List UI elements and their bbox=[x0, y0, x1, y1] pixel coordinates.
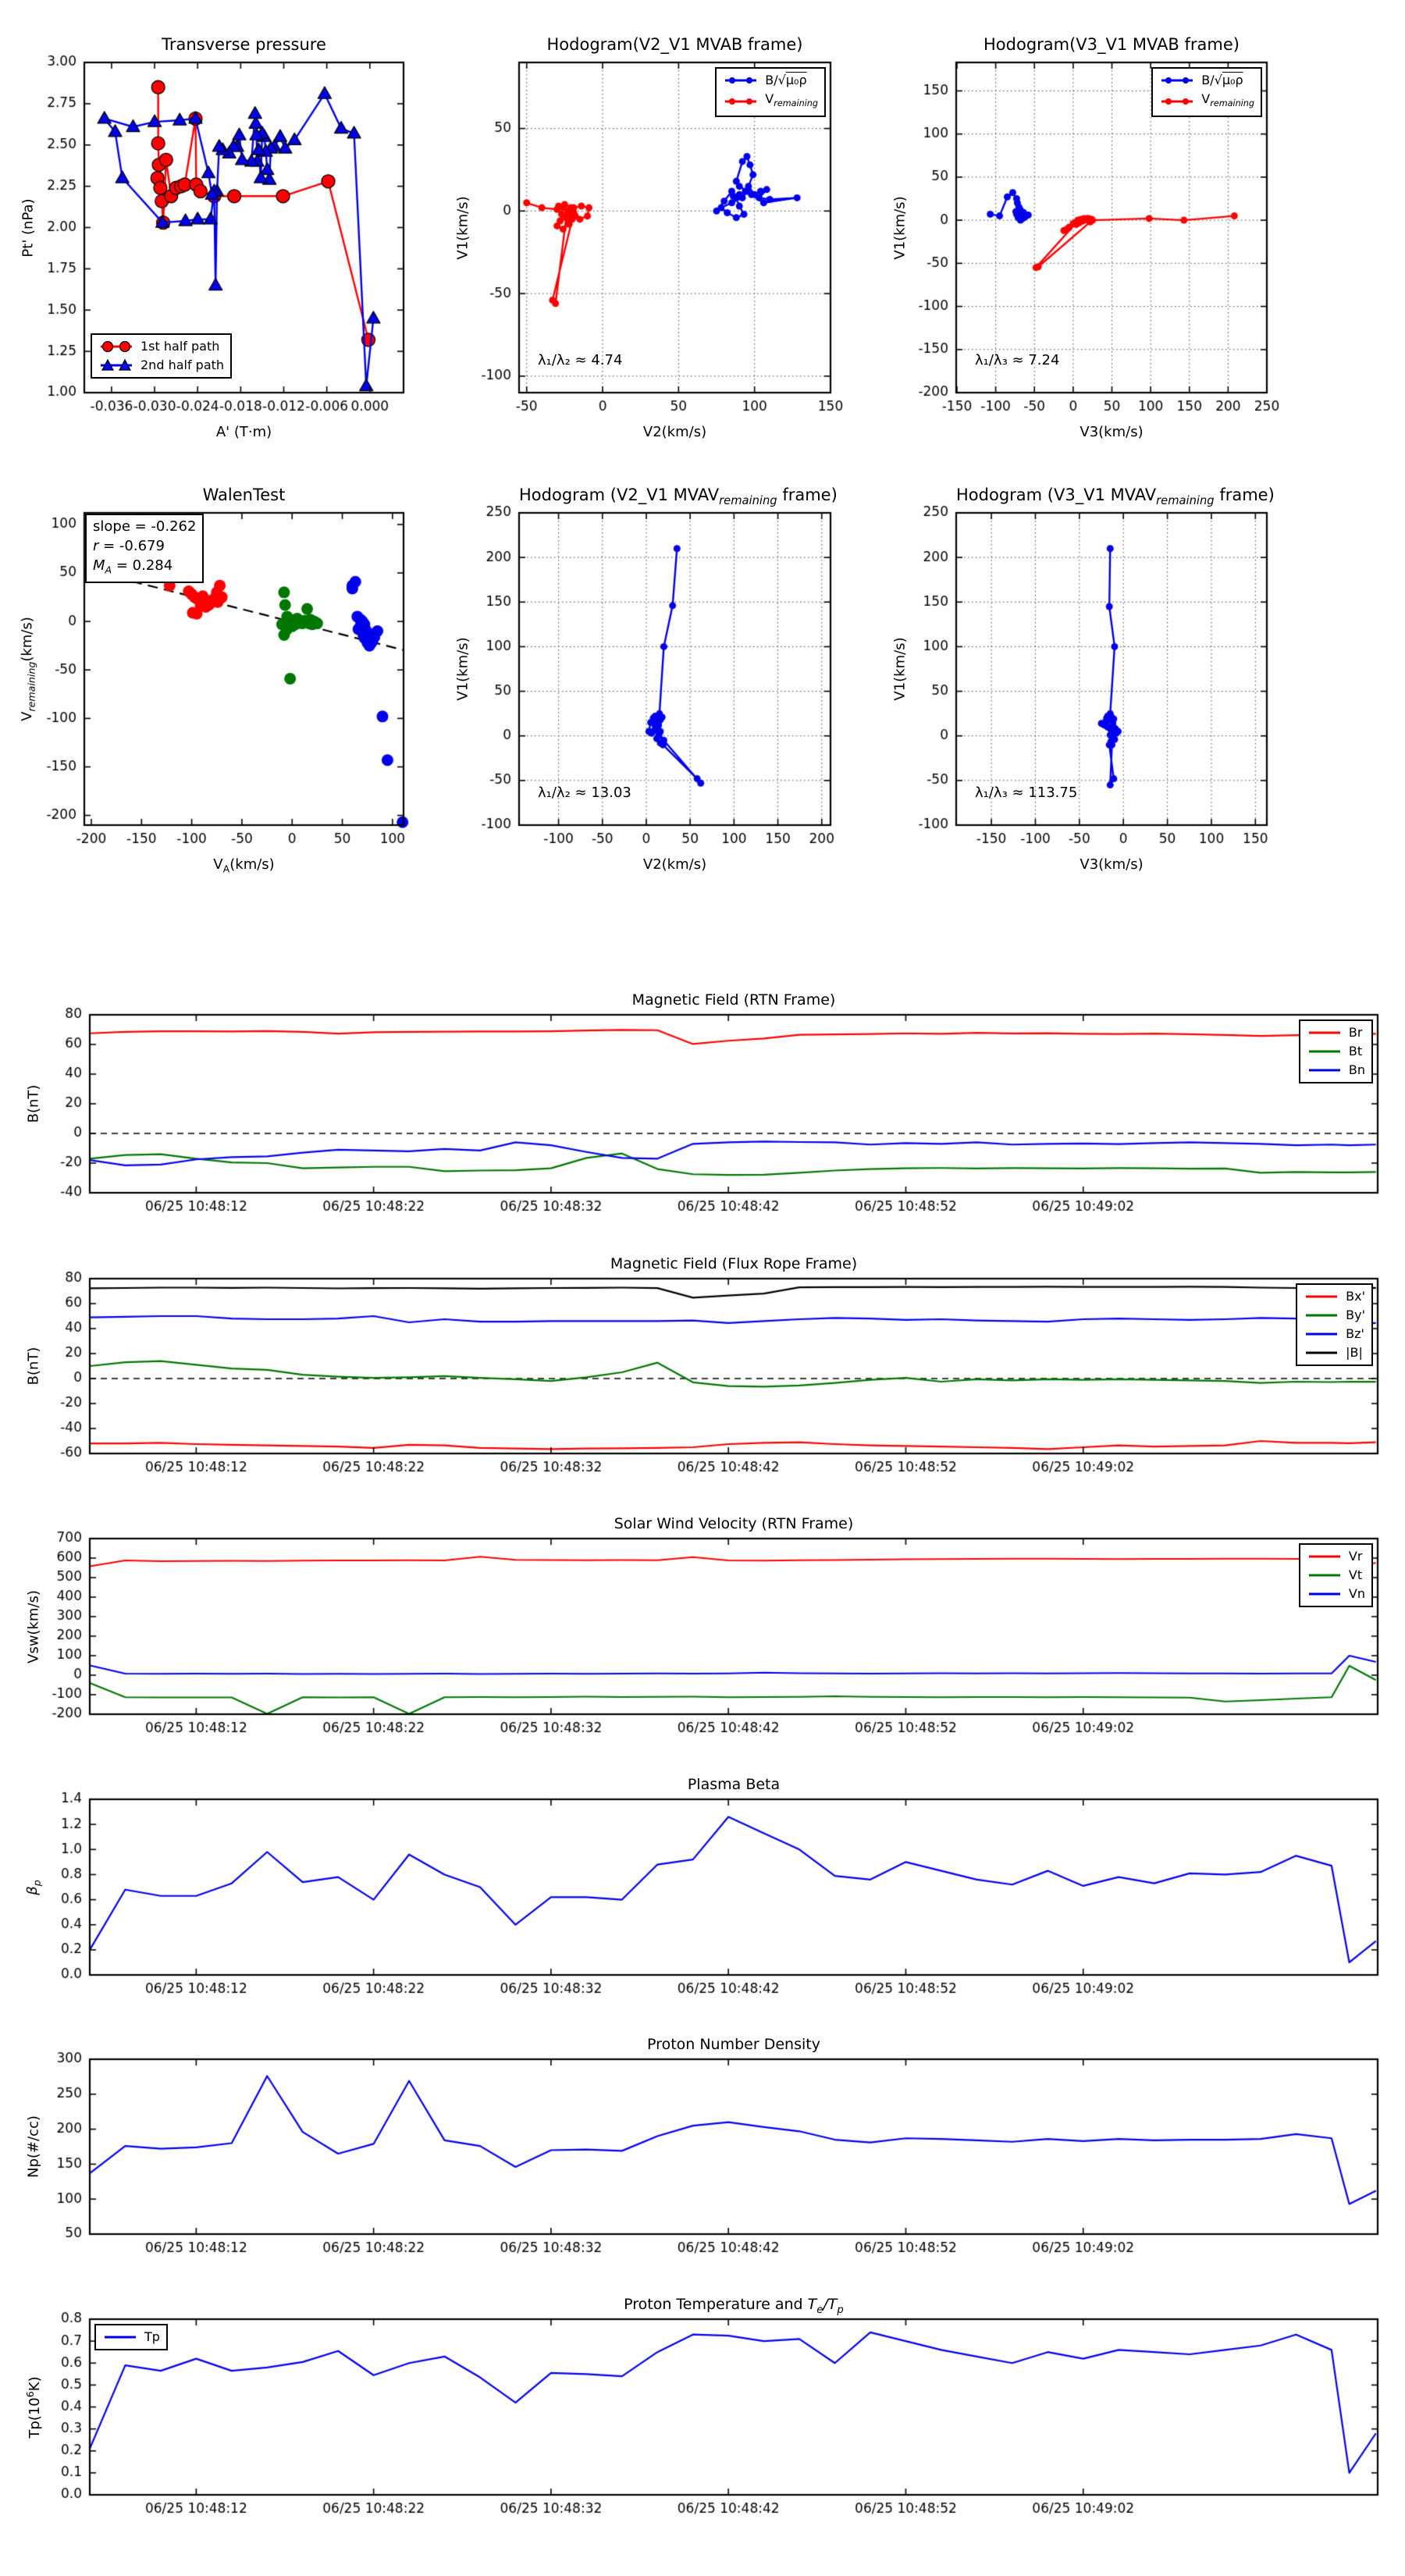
hodogram-v2v1-mvab-ylabel: V1(km/s) bbox=[454, 195, 471, 260]
legend-swatch-dot-icon bbox=[1159, 94, 1195, 109]
hodogram-v2v1-mvav-title: Hodogram (V2_V1 $MVAV_{remaining}$ frame) bbox=[519, 486, 838, 508]
legend-swatch-line-icon bbox=[102, 2330, 138, 2344]
transverse-pressure-ylabel: Pt' (nPa) bbox=[20, 197, 37, 258]
mag-rtn-legend-item bbox=[1307, 1061, 1365, 1080]
np-ylabel: Np(#/cc) bbox=[25, 2115, 42, 2178]
beta-title: Plasma Beta bbox=[687, 1776, 781, 1793]
mag-rtn-legend bbox=[1299, 1019, 1373, 1083]
walen-test-stats-line: r = -0.679 bbox=[93, 538, 165, 554]
transverse-pressure-title: Transverse pressure bbox=[162, 35, 326, 54]
transverse-pressure-legend-label: 2nd half path bbox=[140, 358, 225, 372]
legend-swatch-line-icon bbox=[1307, 1568, 1343, 1582]
mag-fluxrope-legend-item bbox=[1304, 1343, 1365, 1362]
hodogram-v3v1-mvab-title: Hodogram(V3_V1 MVAB frame) bbox=[984, 35, 1240, 54]
beta-plot-canvas bbox=[12, 1790, 1405, 2022]
legend-swatch-line-icon bbox=[1304, 1290, 1339, 1304]
hodogram-v3v1-mvab-legend-label: B/√μ₀ρ bbox=[1201, 73, 1243, 87]
hodogram-v3v1-mvav-ylabel: V1(km/s) bbox=[891, 637, 909, 701]
mag-rtn-legend-item bbox=[1307, 1042, 1365, 1061]
hodogram-v3v1-mvab-legend-label: $V_{remaining}$ bbox=[1201, 91, 1254, 109]
tp-legend-item bbox=[102, 2328, 160, 2347]
hodogram-v2v1-mvab-legend-item bbox=[723, 71, 818, 90]
mag-fluxrope-legend-label: By' bbox=[1346, 1308, 1365, 1322]
legend-swatch-line-icon bbox=[1307, 1063, 1343, 1077]
tp-ylabel: $Tp(10^6K)$ bbox=[24, 2375, 43, 2439]
hodogram-v2v1-mvav-plot-canvas bbox=[441, 503, 877, 872]
vsw-legend-label: Vt bbox=[1348, 1567, 1363, 1582]
legend-swatch-triangle-icon bbox=[98, 358, 134, 372]
mag-fluxrope-legend-label: Bx' bbox=[1346, 1289, 1365, 1304]
hodogram-v3v1-mvab-ylabel: V1(km/s) bbox=[891, 195, 909, 260]
legend-swatch-line-icon bbox=[1307, 1550, 1343, 1564]
legend-swatch-line-icon bbox=[1307, 1587, 1343, 1601]
hodogram-v2v1-mvab-title: Hodogram(V2_V1 MVAB frame) bbox=[546, 35, 803, 54]
hodogram-v2v1-mvab-lambda-annotation: λ₁/λ₂ ≈ 4.74 bbox=[538, 352, 623, 368]
legend-swatch-dot-icon bbox=[723, 73, 759, 87]
mag-fluxrope-title: Magnetic Field (Flux Rope Frame) bbox=[610, 1255, 858, 1272]
hodogram-v3v1-mvav-lambda-annotation: λ₁/λ₃ ≈ 113.75 bbox=[975, 785, 1078, 801]
walen-test-plot-canvas bbox=[6, 503, 450, 872]
tp-plot-canvas bbox=[12, 2310, 1405, 2542]
hodogram-v2v1-mvav-xlabel: V2(km/s) bbox=[642, 856, 707, 873]
mag-fluxrope-legend-item bbox=[1304, 1287, 1365, 1306]
vsw-legend-label: Vn bbox=[1348, 1586, 1365, 1601]
vsw-legend-item bbox=[1307, 1566, 1365, 1585]
hodogram-v3v1-mvab-legend-item bbox=[1159, 90, 1254, 113]
hodogram-v2v1-mvab-legend-label: $V_{remaining}$ bbox=[765, 91, 818, 109]
hodogram-v3v1-mvav-title: Hodogram (V3_V1 $MVAV_{remaining}$ frame) bbox=[956, 486, 1275, 508]
legend-swatch-dot-icon bbox=[723, 94, 759, 109]
vsw-legend-item bbox=[1307, 1547, 1365, 1566]
hodogram-v2v1-mvab-legend-item bbox=[723, 90, 818, 113]
mag-fluxrope-legend-item bbox=[1304, 1306, 1365, 1325]
tp-legend-label: Tp bbox=[144, 2329, 160, 2344]
transverse-pressure-legend-label: 1st half path bbox=[140, 339, 220, 354]
tp-title: Proton Temperature and $T_e/T_p$ bbox=[624, 2296, 844, 2316]
tp-legend bbox=[94, 2324, 168, 2350]
mag-rtn-legend-item bbox=[1307, 1023, 1365, 1042]
mag-rtn-plot-canvas bbox=[12, 1005, 1405, 1240]
mag-fluxrope-legend-label: |B| bbox=[1346, 1345, 1363, 1360]
hodogram-v2v1-mvab-legend-label: B/√μ₀ρ bbox=[765, 73, 807, 87]
walen-test-stats-box bbox=[85, 514, 204, 583]
np-title: Proton Number Density bbox=[647, 2036, 820, 2053]
hodogram-v3v1-mvab-xlabel: V3(km/s) bbox=[1080, 424, 1144, 440]
mag-fluxrope-ylabel: B(nT) bbox=[25, 1347, 42, 1386]
mag-fluxrope-legend bbox=[1296, 1283, 1373, 1366]
hodogram-v3v1-mvav-plot-canvas bbox=[878, 503, 1314, 872]
mag-rtn-title: Magnetic Field (RTN Frame) bbox=[631, 991, 836, 1009]
legend-swatch-line-icon bbox=[1307, 1044, 1343, 1059]
legend-swatch-line-icon bbox=[1304, 1346, 1339, 1360]
mag-fluxrope-legend-item bbox=[1304, 1325, 1365, 1343]
mag-fluxrope-legend-label: Bz' bbox=[1346, 1326, 1364, 1341]
transverse-pressure-legend-item bbox=[98, 356, 224, 375]
mag-rtn-legend-label: Bt bbox=[1348, 1044, 1363, 1059]
np-plot-canvas bbox=[12, 2050, 1405, 2281]
legend-swatch-circle-icon bbox=[98, 340, 134, 354]
vsw-title: Solar Wind Velocity (RTN Frame) bbox=[614, 1515, 854, 1532]
mag-rtn-legend-label: Br bbox=[1348, 1025, 1363, 1040]
hodogram-v2v1-mvab-legend bbox=[715, 67, 826, 117]
vsw-legend-item bbox=[1307, 1585, 1365, 1603]
walen-test-stats-line: slope = -0.262 bbox=[93, 518, 197, 535]
hodogram-v3v1-mvab-legend-item bbox=[1159, 71, 1254, 90]
transverse-pressure-legend-item bbox=[98, 337, 224, 356]
walen-test-title: WalenTest bbox=[202, 486, 286, 504]
vsw-plot-canvas bbox=[12, 1529, 1405, 1761]
vsw-ylabel: Vsw(km/s) bbox=[25, 1589, 42, 1663]
mag-rtn-legend-label: Bn bbox=[1348, 1062, 1365, 1077]
transverse-pressure-legend bbox=[91, 333, 232, 379]
walen-test-xlabel: $V_A(km/s)$ bbox=[213, 856, 275, 875]
vsw-legend-label: Vr bbox=[1348, 1549, 1363, 1564]
hodogram-v3v1-mvab-legend bbox=[1151, 67, 1262, 117]
beta-ylabel: $\beta_p$ bbox=[24, 1879, 43, 1895]
legend-swatch-line-icon bbox=[1307, 1026, 1343, 1040]
hodogram-v2v1-mvab-xlabel: V2(km/s) bbox=[642, 424, 707, 440]
transverse-pressure-plot-canvas bbox=[6, 53, 450, 439]
hodogram-v3v1-mvab-lambda-annotation: λ₁/λ₃ ≈ 7.24 bbox=[975, 352, 1060, 368]
vsw-legend bbox=[1299, 1543, 1373, 1607]
hodogram-v2v1-mvav-ylabel: V1(km/s) bbox=[454, 637, 471, 701]
mag-rtn-ylabel: B(nT) bbox=[25, 1084, 42, 1123]
hodogram-v2v1-mvav-lambda-annotation: λ₁/λ₂ ≈ 13.03 bbox=[538, 785, 631, 801]
legend-swatch-line-icon bbox=[1304, 1327, 1339, 1341]
hodogram-v3v1-mvav-xlabel: V3(km/s) bbox=[1080, 856, 1144, 873]
transverse-pressure-xlabel: A' (T·m) bbox=[215, 424, 272, 440]
legend-swatch-line-icon bbox=[1304, 1308, 1339, 1322]
walen-test-stats-line: $M_A = 0.284$ bbox=[93, 557, 173, 576]
legend-swatch-dot-icon bbox=[1159, 73, 1195, 87]
mag-fluxrope-plot-canvas bbox=[12, 1269, 1405, 1500]
walen-test-ylabel: $V_{remaining}(km/s)$ bbox=[19, 617, 37, 721]
